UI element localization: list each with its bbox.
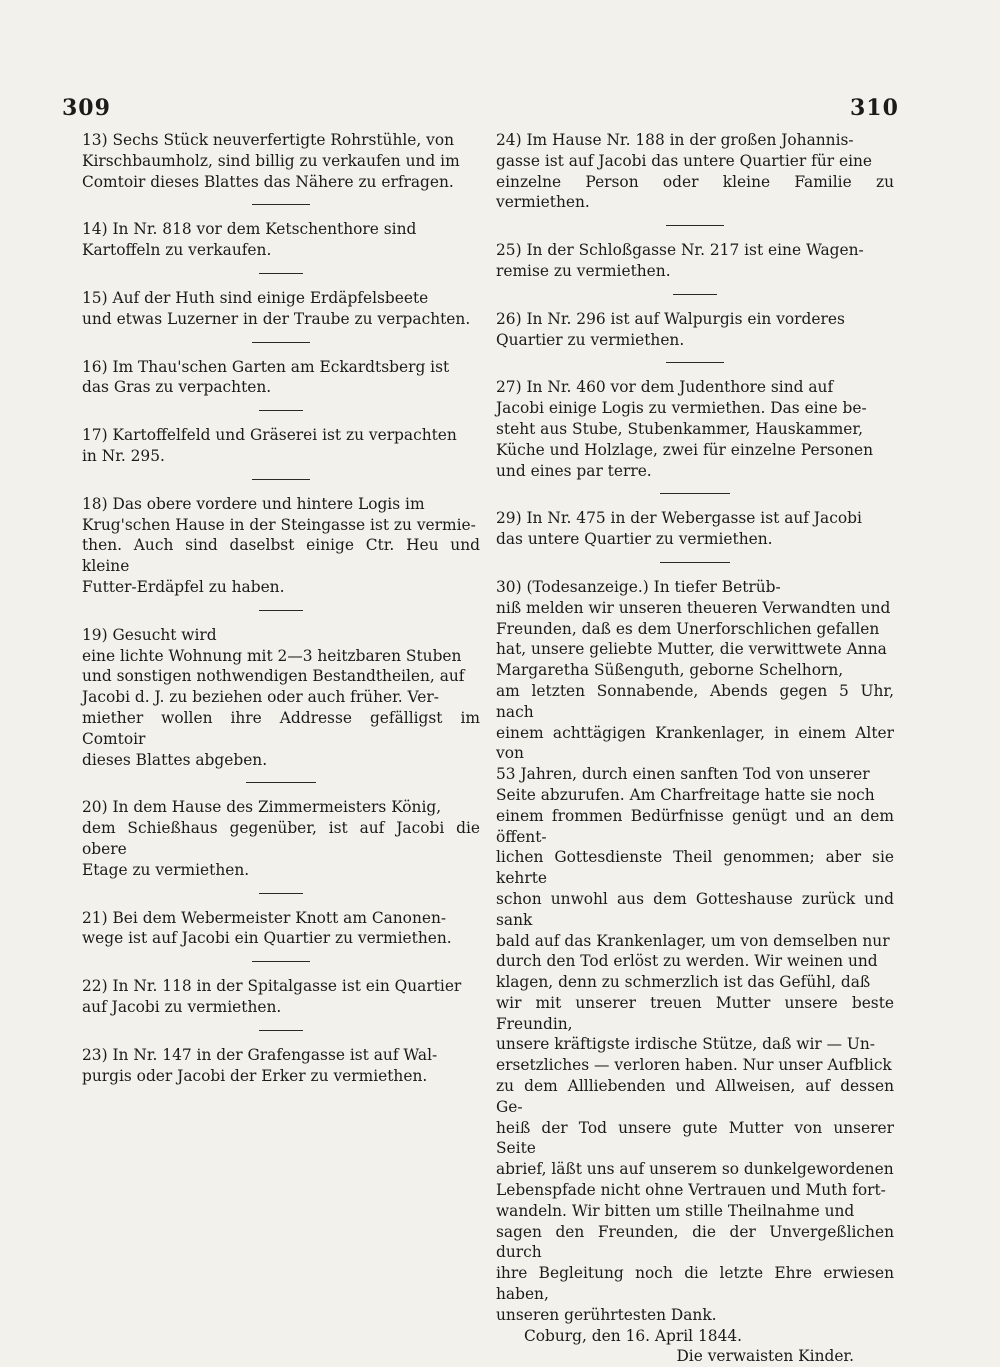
notice-entry	[496, 240, 894, 282]
notice-line: Küche und Holzlage, zwei für einzelne Personen	[496, 440, 874, 459]
notice-entry	[82, 1045, 480, 1087]
notice-line: Futter-Erdäpfel zu haben.	[82, 577, 285, 596]
notice-line: 15) Auf der Huth sind einige Erdäpfelsbeete	[82, 288, 429, 307]
left-column	[82, 130, 480, 1086]
notice-line: sagen den Freunden, die der Unvergeßlichen durch	[496, 1222, 894, 1262]
notice-line: wir mit unserer treuen Mutter unsere beste Freundin,	[496, 993, 894, 1033]
notice-line: eine lichte Wohnung mit 2—3 heitzbaren Stuben	[82, 646, 462, 665]
right-entries	[496, 130, 894, 1326]
notice-entry	[82, 357, 480, 399]
notice-line: dem Schießhaus gegenüber, ist auf Jacobi die obere	[82, 819, 480, 858]
separator-rule	[660, 493, 730, 494]
notice-line: then. Auch sind daselbst einige Ctr. Heu und kleine	[82, 536, 480, 576]
notice-line: am letzten Sonnabende, Abends gegen 5 Uhr, nach	[496, 681, 894, 721]
notice-entry	[82, 130, 480, 192]
separator-rule	[259, 1030, 303, 1031]
separator-rule	[259, 893, 303, 894]
separator-rule	[660, 562, 730, 563]
notice-line: Lebenspfade nicht ohne Vertrauen und Muth fort-	[496, 1181, 886, 1200]
dateline: Coburg, den 16. April 1844.	[524, 1326, 743, 1345]
notice-entry	[82, 219, 480, 261]
notice-entry	[82, 797, 480, 880]
notice-line: abrief, läßt uns auf unserem so dunkelgewordenen	[496, 1160, 894, 1179]
notice-line: 30) (Todesanzeige.) In tiefer Betrüb-	[496, 577, 781, 596]
notice-line: heiß der Tod unsere gute Mutter von unserer Seite	[496, 1118, 894, 1158]
notice-line: das Gras zu verpachten.	[82, 378, 272, 397]
notice-line: wege ist auf Jacobi ein Quartier zu vermiethen.	[82, 929, 452, 948]
separator-rule	[673, 294, 717, 295]
notice-line: klagen, denn zu schmerzlich ist das Gefühl, daß	[496, 973, 871, 992]
notice-entry	[82, 494, 480, 598]
notice-line: 14) In Nr. 818 vor dem Ketschenthore sind	[82, 220, 417, 239]
notice-line: Etage zu vermiethen.	[82, 860, 250, 879]
notice-line: 26) In Nr. 296 ist auf Walpurgis ein vorderes	[496, 309, 845, 328]
notice-line: lichen Gottesdienste Theil genommen; aber sie kehrte	[496, 848, 894, 888]
notice-line: hat, unsere geliebte Mutter, die verwittwete Anna	[496, 640, 887, 659]
notice-entry	[496, 508, 894, 550]
separator-rule	[666, 362, 724, 363]
signature: Die verwaisten Kinder.	[676, 1347, 854, 1366]
right-column	[496, 130, 894, 1367]
notice-line: ersetzliches — verloren haben. Nur unser Aufblick	[496, 1056, 892, 1075]
notice-entry	[82, 288, 480, 330]
notice-entry	[496, 577, 894, 1326]
notice-line: Kirschbaumholz, sind billig zu verkaufen und im	[82, 151, 460, 170]
notice-entry	[496, 377, 894, 481]
notice-line: Jacobi d. J. zu beziehen oder auch früher. Ver-	[82, 688, 439, 707]
notice-line: und sonstigen nothwendigen Bestandtheilen, auf	[82, 667, 465, 686]
notice-line: unsere kräftigste irdische Stütze, daß wir — Un-	[496, 1035, 876, 1054]
notice-line: purgis oder Jacobi der Erker zu vermiethen.	[82, 1066, 428, 1085]
notice-line: Jacobi einige Logis zu vermiethen. Das eine be-	[496, 399, 867, 418]
notice-line: und eines par terre.	[496, 461, 652, 480]
separator-rule	[252, 342, 310, 343]
notice-line: einzelne Person oder kleine Familie zu vermiethen.	[496, 172, 894, 212]
separator-rule	[252, 961, 310, 962]
notice-line: 25) In der Schloßgasse Nr. 217 ist eine Wagen-	[496, 241, 864, 260]
separator-rule	[259, 410, 303, 411]
notice-line: Krug'schen Hause in der Steingasse ist zu vermie-	[82, 515, 476, 534]
notice-line: Seite abzurufen. Am Charfreitage hatte sie noch	[496, 785, 875, 804]
notice-line: schon unwohl aus dem Gotteshause zurück und sank	[496, 889, 894, 929]
separator-rule	[259, 273, 303, 274]
notice-line: unseren gerührtesten Dank.	[496, 1305, 717, 1324]
page-number-right: 310	[850, 95, 899, 121]
separator-rule	[252, 479, 310, 480]
notice-line: Quartier zu vermiethen.	[496, 330, 685, 349]
notice-line: miether wollen ihre Addresse gefälligst im Comtoir	[82, 708, 480, 748]
notice-line: gasse ist auf Jacobi das untere Quartier für eine	[496, 151, 873, 170]
notice-entry	[82, 625, 480, 771]
notice-line: durch den Tod erlöst zu werden. Wir weinen und	[496, 952, 878, 971]
notice-line: 16) Im Thau'schen Garten am Eckardtsberg ist	[82, 357, 450, 376]
notice-line: remise zu vermiethen.	[496, 261, 671, 280]
page-number-left: 309	[62, 95, 111, 121]
notice-line: einem frommen Bedürfnisse genügt und an dem öffent-	[496, 806, 894, 846]
notice-line: einem achttägigen Krankenlager, in einem Alter von	[496, 723, 894, 763]
separator-rule	[259, 610, 303, 611]
notice-line: steht aus Stube, Stubenkammer, Hauskammer,	[496, 419, 863, 438]
notice-line: 53 Jahren, durch einen sanften Tod von unserer	[496, 765, 870, 784]
notice-line: dieses Blattes abgeben.	[82, 750, 268, 769]
notice-line: Margaretha Süßenguth, geborne Schelhorn,	[496, 661, 844, 680]
notice-line: 17) Kartoffelfeld und Gräserei ist zu verpachten	[82, 426, 457, 445]
notice-entry	[496, 130, 894, 213]
notice-line: 22) In Nr. 118 in der Spitalgasse ist ein Quartier	[82, 977, 462, 996]
notice-entry	[82, 976, 480, 1018]
separator-rule	[246, 782, 316, 783]
notice-line: Comtoir dieses Blattes das Nähere zu erfragen.	[82, 172, 454, 191]
notice-line: niß melden wir unseren theueren Verwandten und	[496, 598, 891, 617]
notice-line: und etwas Luzerner in der Traube zu verpachten.	[82, 309, 471, 328]
notice-line: 21) Bei dem Webermeister Knott am Canonen-	[82, 908, 447, 927]
notice-line: 13) Sechs Stück neuverfertigte Rohrstühle, von	[82, 131, 455, 149]
notice-line: ihre Begleitung noch die letzte Ehre erwiesen haben,	[496, 1264, 894, 1304]
notice-line: 24) Im Hause Nr. 188 in der großen Johannis-	[496, 131, 854, 149]
notice-line: in Nr. 295.	[82, 446, 165, 465]
notice-line: zu dem Allliebenden und Allweisen, auf dessen Ge-	[496, 1077, 894, 1116]
notice-line: auf Jacobi zu vermiethen.	[82, 997, 282, 1016]
notice-line: 23) In Nr. 147 in der Grafengasse ist auf Wal-	[82, 1045, 438, 1064]
notice-line: 18) Das obere vordere und hintere Logis im	[82, 494, 425, 513]
separator-rule	[666, 225, 724, 226]
separator-rule	[252, 204, 310, 205]
notice-line: Kartoffeln zu verkaufen.	[82, 241, 272, 260]
notice-line: das untere Quartier zu vermiethen.	[496, 530, 773, 549]
notice-entry	[82, 908, 480, 950]
notice-line: wandeln. Wir bitten um stille Theilnahme und	[496, 1201, 855, 1220]
notice-line: 27) In Nr. 460 vor dem Judenthore sind auf	[496, 378, 834, 397]
notice-line: 20) In dem Hause des Zimmermeisters König,	[82, 798, 442, 817]
notice-line: 29) In Nr. 475 in der Webergasse ist auf Jacobi	[496, 509, 862, 528]
notice-line: 19) Gesucht wird	[82, 625, 217, 644]
notice-entry	[496, 309, 894, 351]
notice-line: Freunden, daß es dem Unerforschlichen gefallen	[496, 619, 880, 638]
notice-entry	[82, 425, 480, 467]
notice-line: bald auf das Krankenlager, um von demselben nur	[496, 931, 890, 950]
